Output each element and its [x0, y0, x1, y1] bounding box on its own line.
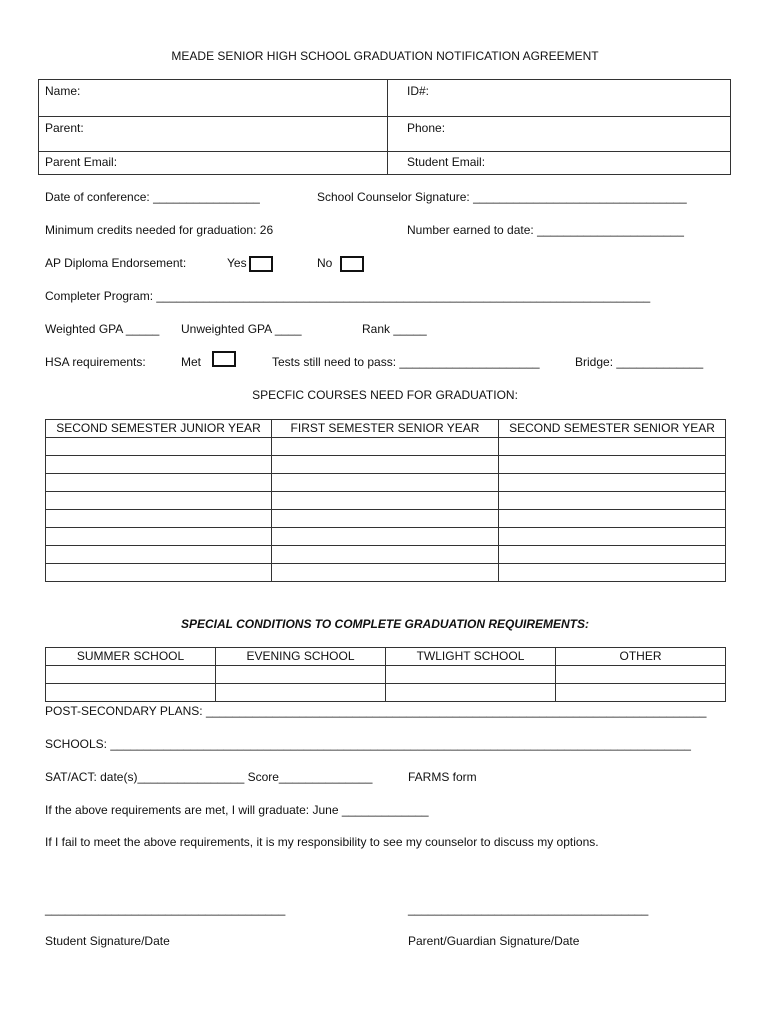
- ap-yes-checkbox[interactable]: [249, 256, 273, 272]
- table-row: [46, 528, 726, 546]
- course-cell[interactable]: [272, 456, 499, 474]
- condition-cell[interactable]: [46, 666, 216, 684]
- course-cell[interactable]: [499, 546, 726, 564]
- unweighted-gpa-field[interactable]: Unweighted GPA ____: [181, 322, 302, 336]
- course-cell[interactable]: [272, 474, 499, 492]
- course-cell[interactable]: [499, 492, 726, 510]
- student-signature-line[interactable]: ____________________________________: [45, 902, 286, 916]
- parent-field[interactable]: Parent:: [45, 121, 84, 135]
- ap-no-checkbox[interactable]: [340, 256, 364, 272]
- special-header-row: [46, 648, 726, 666]
- post-secondary-plans-field[interactable]: POST-SECONDARY PLANS: ___________________________________________________________________________: [45, 704, 707, 718]
- sat-act-field[interactable]: SAT/ACT: date(s)________________ Score______________: [45, 770, 373, 784]
- info-row-email: [39, 152, 730, 174]
- student-signature-label: Student Signature/Date: [45, 934, 170, 948]
- farms-form-label: FARMS form: [408, 770, 477, 784]
- course-cell[interactable]: [46, 474, 272, 492]
- condition-cell[interactable]: [386, 684, 556, 702]
- weighted-gpa-field[interactable]: Weighted GPA _____: [45, 322, 160, 336]
- course-cell[interactable]: [499, 438, 726, 456]
- tests-still-field[interactable]: Tests still need to pass: _____________________: [272, 355, 540, 369]
- course-cell[interactable]: [499, 474, 726, 492]
- special-conditions-table: [45, 647, 726, 702]
- info-row-name: [39, 80, 730, 117]
- hsa-met-checkbox[interactable]: [212, 351, 236, 367]
- table-row: [46, 684, 726, 702]
- course-cell[interactable]: [272, 438, 499, 456]
- page-title: MEADE SENIOR HIGH SCHOOL GRADUATION NOTIFICATION AGREEMENT: [171, 49, 599, 63]
- course-cell[interactable]: [272, 510, 499, 528]
- course-cell[interactable]: [272, 546, 499, 564]
- course-cell[interactable]: [499, 564, 726, 582]
- parent-email-field[interactable]: Parent Email:: [45, 155, 118, 169]
- course-cell[interactable]: [46, 456, 272, 474]
- column-header: SECOND SEMESTER JUNIOR YEAR: [46, 420, 272, 438]
- date-of-conference-field[interactable]: Date of conference: ________________: [45, 190, 260, 204]
- completer-program-field[interactable]: Completer Program: __________________________________________________________________________: [45, 289, 651, 303]
- courses-header-row: [46, 420, 726, 438]
- course-cell[interactable]: [46, 492, 272, 510]
- table-row: [46, 564, 726, 582]
- number-earned-field[interactable]: Number earned to date: ______________________: [407, 223, 684, 237]
- column-header: EVENING SCHOOL: [216, 648, 386, 666]
- graduate-june-field[interactable]: If the above requirements are met, I will graduate: June _____________: [45, 803, 429, 817]
- ap-diploma-label: AP Diploma Endorsement:: [45, 256, 187, 270]
- table-row: [46, 666, 726, 684]
- condition-cell[interactable]: [216, 666, 386, 684]
- fail-statement: If I fail to meet the above requirements, it is my responsibility to see my counselor to discuss my options.: [45, 835, 599, 849]
- column-header: SECOND SEMESTER SENIOR YEAR: [499, 420, 726, 438]
- course-cell[interactable]: [46, 546, 272, 564]
- condition-cell[interactable]: [216, 684, 386, 702]
- courses-table: [45, 419, 726, 582]
- table-row: [46, 456, 726, 474]
- course-cell[interactable]: [46, 564, 272, 582]
- column-header: TWLIGHT SCHOOL: [386, 648, 556, 666]
- table-row: [46, 546, 726, 564]
- course-cell[interactable]: [499, 456, 726, 474]
- student-email-field[interactable]: Student Email:: [407, 155, 486, 169]
- course-cell[interactable]: [46, 528, 272, 546]
- bridge-field[interactable]: Bridge: _____________: [575, 355, 704, 369]
- column-header: FIRST SEMESTER SENIOR YEAR: [272, 420, 499, 438]
- id-field[interactable]: ID#:: [407, 84, 430, 98]
- courses-heading: SPECFIC COURSES NEED FOR GRADUATION:: [252, 388, 518, 402]
- minimum-credits-text: Minimum credits needed for graduation: 26: [45, 223, 274, 237]
- counselor-signature-field[interactable]: School Counselor Signature: ________________________________: [317, 190, 687, 204]
- column-header: SUMMER SCHOOL: [46, 648, 216, 666]
- course-cell[interactable]: [499, 528, 726, 546]
- course-cell[interactable]: [272, 564, 499, 582]
- condition-cell[interactable]: [556, 666, 726, 684]
- table-row: [46, 492, 726, 510]
- special-conditions-heading: SPECIAL CONDITIONS TO COMPLETE GRADUATION REQUIREMENTS:: [180, 617, 590, 631]
- yes-label: Yes: [227, 256, 247, 270]
- no-label: No: [317, 256, 333, 270]
- course-cell[interactable]: [499, 510, 726, 528]
- condition-cell[interactable]: [556, 684, 726, 702]
- phone-field[interactable]: Phone:: [407, 121, 446, 135]
- condition-cell[interactable]: [46, 684, 216, 702]
- student-info-grid: [38, 79, 731, 175]
- parent-signature-line[interactable]: ____________________________________: [408, 902, 649, 916]
- parent-signature-label: Parent/Guardian Signature/Date: [408, 934, 580, 948]
- rank-field[interactable]: Rank _____: [362, 322, 427, 336]
- condition-cell[interactable]: [386, 666, 556, 684]
- info-row-parent: [39, 117, 730, 152]
- hsa-requirements-label: HSA requirements:: [45, 355, 146, 369]
- table-row: [46, 510, 726, 528]
- table-row: [46, 474, 726, 492]
- course-cell[interactable]: [272, 528, 499, 546]
- table-row: [46, 438, 726, 456]
- met-label: Met: [181, 355, 202, 369]
- course-cell[interactable]: [46, 510, 272, 528]
- schools-field[interactable]: SCHOOLS: _______________________________________________________________________________________: [45, 737, 691, 751]
- name-field[interactable]: Name:: [45, 84, 81, 98]
- course-cell[interactable]: [46, 438, 272, 456]
- column-header: OTHER: [556, 648, 726, 666]
- course-cell[interactable]: [272, 492, 499, 510]
